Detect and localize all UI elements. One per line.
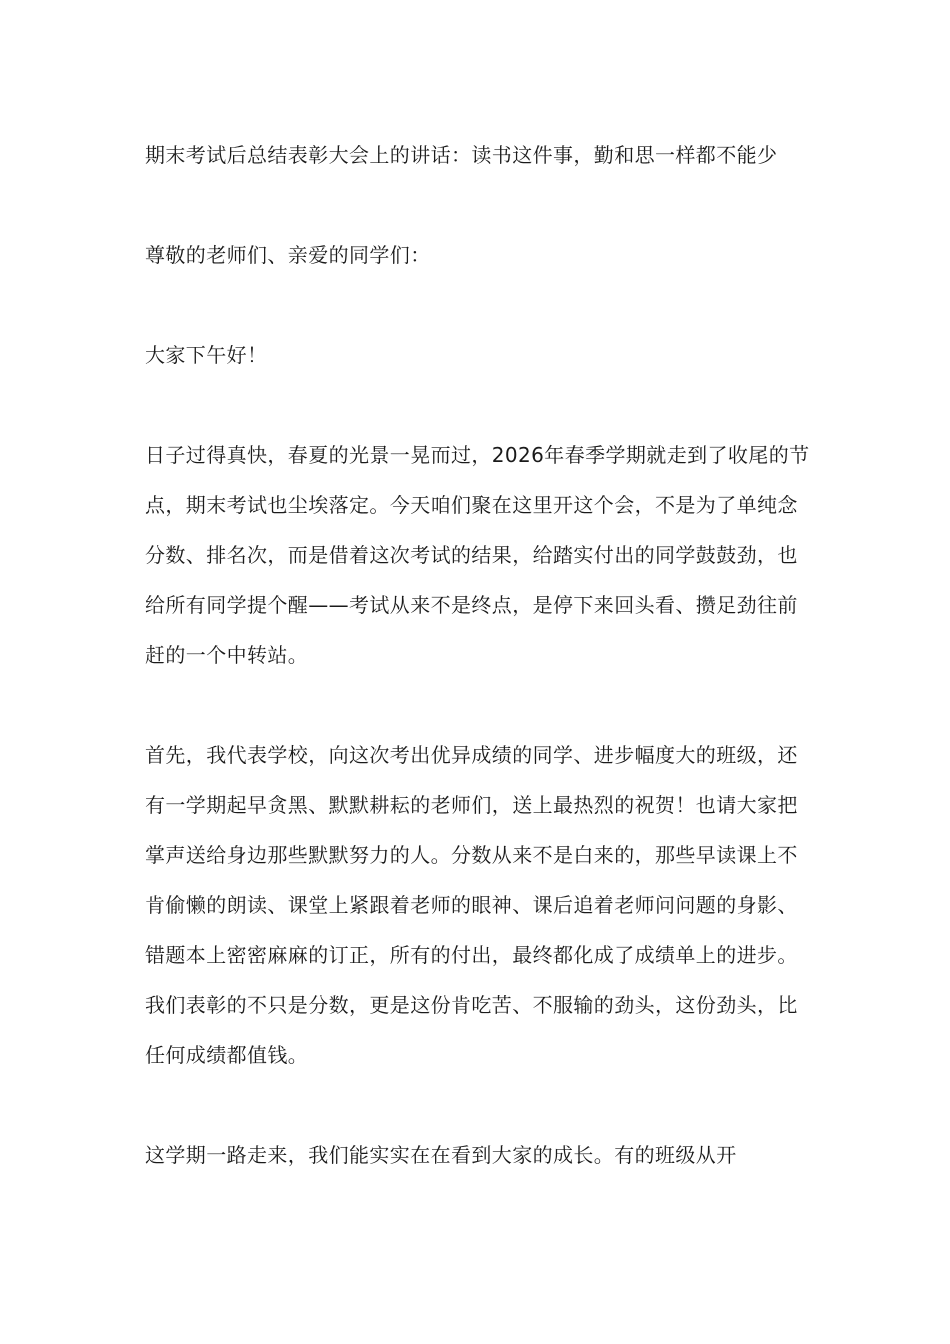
body-paragraph-1: 日子过得真快，春夏的光景一晃而过，2026年春季学期就走到了收尾的节点，期末考试也尘埃落定。今天咱们聚在这里开这个会，不是为了单纯念分数、排名次，而是借着这次考试的结果，给踏实付出的同学鼓鼓劲，也给所有同学提个醒——考试从来不是终点，是停下来回头看、攒足劲往前赶的一个中转站。 — [145, 443, 810, 667]
document-title: 期末考试后总结表彰大会上的讲话：读书这件事，勤和思一样都不能少 — [145, 143, 778, 167]
paragraph-gap — [145, 680, 810, 730]
greeting: 大家下午好！ — [145, 343, 268, 367]
paragraph-gap — [145, 280, 810, 330]
document-body — [145, 130, 810, 1180]
paragraph-gap — [145, 1080, 810, 1130]
body-paragraph-2: 首先，我代表学校，向这次考出优异成绩的同学、进步幅度大的班级，还有一学期起早贪黑、默默耕耘的老师们，送上最热烈的祝贺！也请大家把掌声送给身边那些默默努力的人。分数从来不是白来的，那些早读课上不肯偷懒的朗读、课堂上紧跟着老师的眼神、课后追着老师问问题的身影、错题本上密密麻麻的订正，所有的付出，最终都化成了成绩单上的进步。我们表彰的不只是分数，更是这份肯吃苦、不服输的劲头，这份劲头，比任何成绩都值钱。 — [145, 743, 798, 1067]
body-paragraph-3: 这学期一路走来，我们能实实在在看到大家的成长。有的班级从开 — [145, 1143, 737, 1167]
salutation: 尊敬的老师们、亲爱的同学们： — [145, 243, 431, 267]
paragraph-gap — [145, 180, 810, 230]
paragraph-gap — [145, 380, 810, 430]
